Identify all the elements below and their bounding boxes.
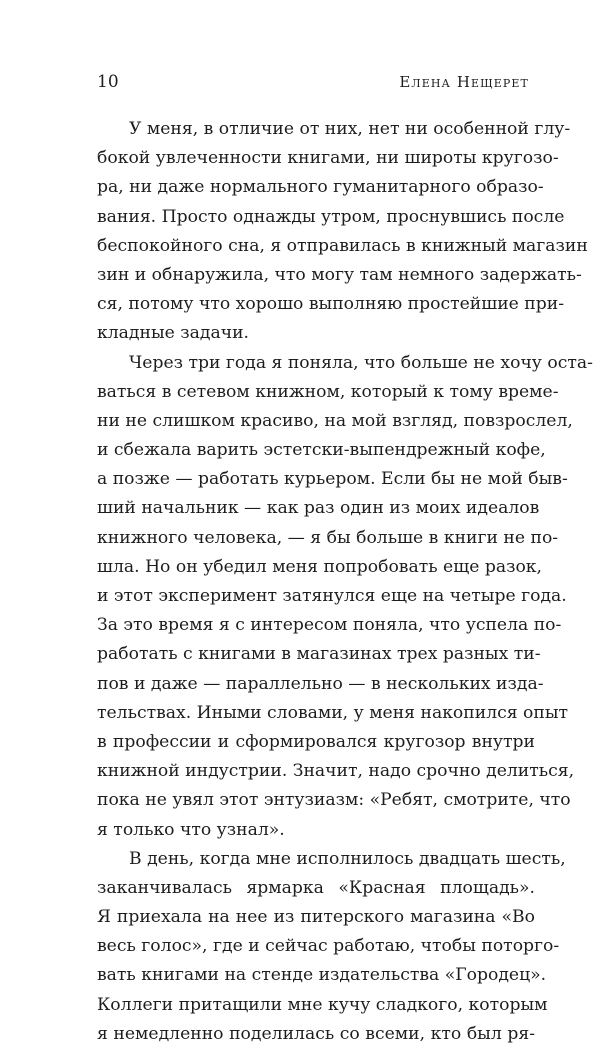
running-head-author: Елена Нещерет: [399, 73, 529, 91]
text-line: заканчивалась ярмарка «Красная площадь».: [97, 877, 535, 898]
text-line: Через три года я поняла, что больше не хочу оста-: [129, 352, 593, 373]
text-line: беспокойного сна, я отправилась в книжный магазин: [97, 235, 588, 256]
text-line: в профессии и сформировался кругозор внутри: [97, 731, 535, 752]
text-line: тельствах. Иными словами, у меня накопился опыт: [97, 702, 569, 723]
text-line: зин и обнаружила, что могу там немного задержать-: [97, 264, 582, 285]
page-number: 10: [97, 72, 119, 92]
page-header: [97, 66, 529, 98]
text-line: работать с книгами в магазинах трех разных ти-: [97, 644, 541, 665]
text-line: я немедленно поделилась со всеми, кто был ря-: [97, 1023, 535, 1044]
text-line: За это время я с интересом поняла, что успела по-: [97, 615, 562, 636]
text-line: пов и даже — параллельно — в нескольких изда-: [97, 673, 544, 694]
text-line: бокой увлеченности книгами, ни широты кругозо-: [97, 148, 559, 169]
text-line: У меня, в отличие от них, нет ни особенной глу-: [129, 119, 571, 139]
body-text: [97, 115, 593, 1049]
text-line: и этот эксперимент затянулся еще на четыре года.: [97, 586, 567, 606]
text-line: я только что узнал».: [97, 819, 285, 840]
text-line: книжного человека, — я бы больше в книги не по-: [97, 527, 559, 548]
text-line: шла. Но он убедил меня попробовать еще разок,: [97, 556, 543, 577]
text-line: ни не слишком красиво, на мой взгляд, повзрослел,: [97, 410, 573, 431]
text-line: ший начальник — как раз один из моих идеалов: [97, 498, 540, 519]
text-line: весь голос», где и сейчас работаю, чтобы поторго-: [97, 936, 560, 957]
text-line: и сбежала варить эстетски-выпендрежный кофе,: [97, 440, 546, 461]
text-line: ся, потому что хорошо выполняю простейшие при-: [97, 294, 565, 315]
text-line: Коллеги притащили мне кучу сладкого, которым: [97, 994, 548, 1015]
text-line: книжной индустрии. Значит, надо срочно делиться,: [97, 761, 575, 782]
text-line: кладные задачи.: [97, 323, 249, 344]
text-line: Я приехала на нее из питерского магазина «Во: [97, 907, 535, 928]
text-line: вать книгами на стенде издательства «Городец».: [97, 965, 547, 986]
text-line: ваться в сетевом книжном, который к тому време-: [97, 381, 559, 402]
text-line: а позже — работать курьером. Если бы не мой быв-: [97, 469, 568, 490]
text-line: вания. Просто однажды утром, проснувшись после: [97, 206, 565, 227]
text-line: пока не увял этот энтузиазм: «Ребят, смотрите, что: [97, 790, 571, 811]
text-line: В день, когда мне исполнилось двадцать шесть,: [129, 848, 566, 869]
text-line: ра, ни даже нормального гуманитарного образо-: [97, 177, 544, 198]
